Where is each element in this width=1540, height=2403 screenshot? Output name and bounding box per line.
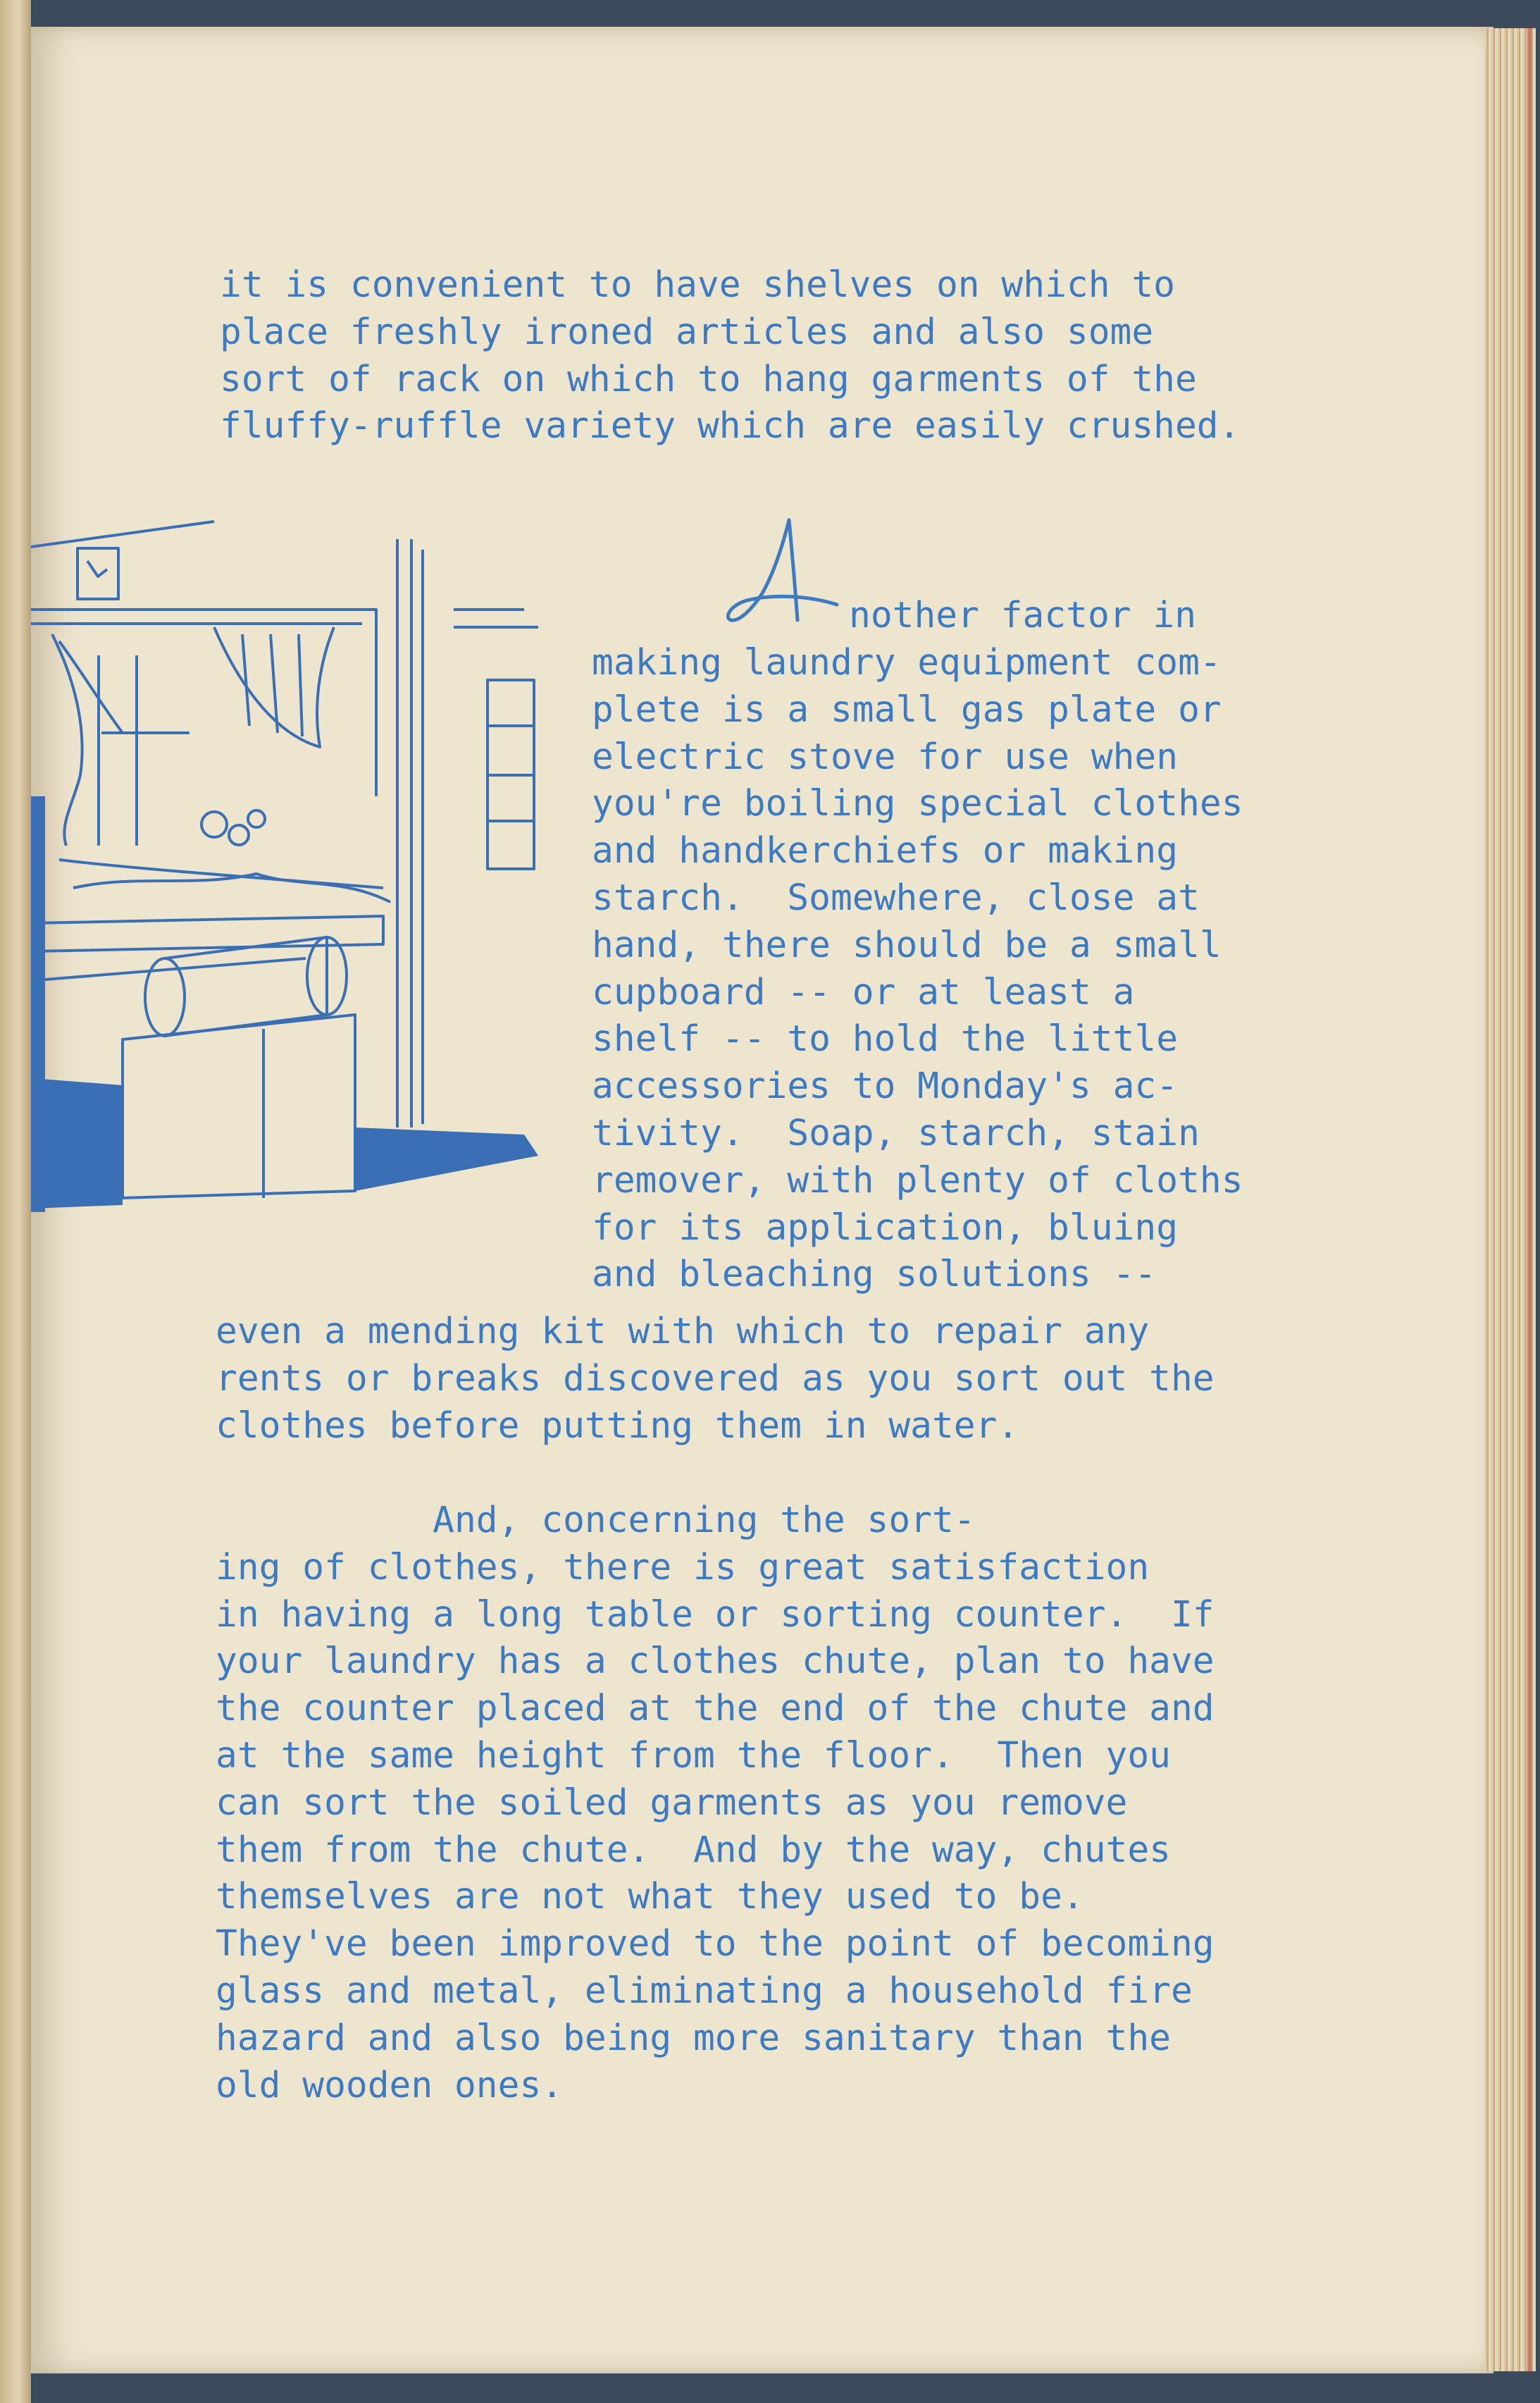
paragraph-top: it is convenient to have shelves on which to place freshly ironed articles and also some sort of rack on which to hang garments of the fluffy-ruffle variety which are easily crushed. bbox=[220, 264, 1241, 447]
wall-clock-icon bbox=[77, 548, 118, 599]
page-stack-edges bbox=[1485, 28, 1536, 2371]
paragraph-middle-full: even a mending kit with which to repair any rents or breaks discovered as you sort out the clothes before putting them in water. bbox=[216, 1310, 1215, 1447]
drop-cap-a-icon bbox=[719, 514, 845, 634]
paragraph-middle-wrapped: making laundry equipment com- plete is a small gas plate or electric stove for use when you're boiling special clothes and handkerchiefs or making starch. Somewhere, close at hand, there should be a small cupboard -- or at least a shelf -- to hold the little accessories to Monday's ac- tivity. Soap, starch, stain remover, with plenty of cloths for its application, bluing and bleaching solutions -- bbox=[592, 641, 1243, 1296]
paragraph-bottom: And, concerning the sort- ing of clothes, there is great satisfaction in having a long table or sorting counter. If your laundry has a clothes chute, plan to have the counter placed at the end of the chute and at the same height from the floor. Then you can sort the soiled garments as you remove them from the chute. And by the way, chutes themselves are not what they used to be. They've been improved to the point of becoming glass and metal, eliminating a household fire hazard and also being more sanitary than the old wooden ones. bbox=[216, 1499, 1215, 2106]
laundry-room-illustration bbox=[31, 493, 566, 1212]
paragraph-middle-first-line: nother factor in bbox=[849, 594, 1197, 636]
facing-page-edge bbox=[0, 0, 31, 2403]
